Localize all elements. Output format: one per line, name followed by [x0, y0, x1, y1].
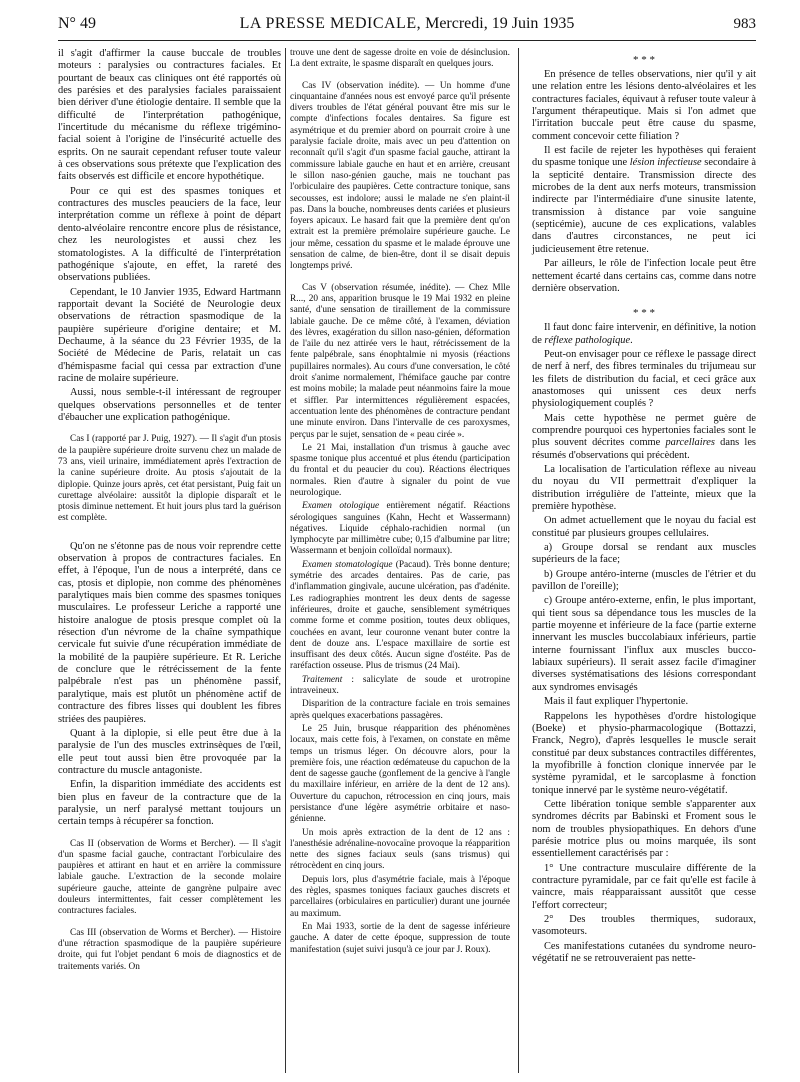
column-right: [532, 48, 756, 967]
paragraph: il s'agit d'affirmer la cause buccale de troubles moteurs : paralysies ou contractures faciales. Et pourtant de beaux cas cliniques ont été rapportés où des parésies et des paralysies faciales paraissaient bien dériver d'une étiologie dentaire. Il semble que la difficulté de l'interprétation pathogénique, l'incertitude du mécanisme du réflexe trigémino-facial soient à l'origine de l'insécurité actuelle des esprits. On ne saurait cependant refuser toute valeur à ces observations sous prétexte que l'explication des faits observés est difficile et encore hypothétique.: [58, 48, 281, 183]
treatment-label: Traitement: [302, 674, 343, 685]
journal-title: [58, 15, 756, 33]
paragraph: Rappelons les hypothèses d'ordre histologique (Boeke) et physio-pharmacologique (Bottazzi, Franck, Negro), d'après lesquelles le muscle serait constitué par deux substances contractiles différentes, la myofibrille à fonction clonique innervée par le système pyramidal, et le sarcoplasme à fonction tonique innervé par le système neuro-végétatif.: [532, 710, 756, 796]
column-left: [58, 48, 281, 975]
paragraph: Disparition de la contracture faciale en trois semaines après quelques exacerbations passagères.: [290, 699, 510, 721]
paragraph: En Mai 1933, sortie de la dent de sagesse inférieure gauche. A dater de cette époque, suppression de toute manifestation (sujet suivi jusqu'à ce jour par J. Roux).: [290, 921, 510, 955]
publication-name: LA PRESSE MEDICALE,: [239, 15, 422, 32]
page-header: [58, 14, 756, 41]
paragraph: Mais cette hypothèse ne permet guère de comprendre pourquoi ces hypertonies faciales sont le plus souvent décrites comme parcellaires dans les résumés d'observations qui précèdent.: [532, 412, 756, 461]
issue-number: N° 49: [58, 15, 96, 32]
paragraph: Il est facile de rejeter les hypothèses qui feraient du spasme tonique une lésion infectieuse secondaire à la septicité dentaire. Transmission directe des microbes de la dent aux nerfs moteurs, transmission indirecte par l'intermédiaire d'une sinusite latente, transmission à distance par voie sanguine (septicémie), aucune de ces explications, valables dans d'autres circonstances, ne peut ici judicieusement être retenue.: [532, 145, 756, 255]
section-separator: * * *: [633, 307, 655, 320]
exam-label: Examen stomatologique: [302, 559, 393, 570]
list-item: 2° Des troubles thermiques, sudoraux, vasomoteurs.: [532, 914, 756, 938]
paragraph: En présence de telles observations, nier qu'il y ait une relation entre les lésions dento-alvéolaires et les contractures faciales, équivaut à refuser toute valeur à l'argument thérapeutique. Mais si l'on admet que l'irritation buccale peut être cause du spasme, comment concevoir cette filiation ?: [532, 69, 756, 142]
paragraph: Aussi, nous semble-t-il intéressant de regrouper quelques observations personnelles et de tenter d'ébaucher une explication pathogénique.: [58, 387, 281, 423]
list-item: b) Groupe antéro-interne (muscles de l'étrier et du pavillon de l'oreille);: [532, 568, 756, 593]
paragraph: Mais il faut expliquer l'hypertonie.: [544, 696, 689, 708]
section-separator: * * *: [633, 54, 655, 66]
case-report-4: Cas IV (observation inédite). — Un homme d'une cinquantaine d'années nous est envoyé parce qu'il présente divers troubles de l'état général pouvant être mis sur le compte d'infections focales dentaires. Sa figure est asymétrique et du premier abord on pourrait croire à une paralysie faciale droite, mais avec un peu d'attention on reconnaît qu'il s'agit d'un spasme facial gauche, attirant la commissure labiale gauche en haut et en arrière, creusant le sillon naso-génien gauche, mais ne touchant pas l'orbiculaire des paupières. Cette contracture tonique, sans secousses, est indolore; aussi le malade ne s'en plaint-il pas. Dans la bouche, nombreuses dents cariées et plusieurs foyers apicaux. Le hasard fait que la première dent qu'on extrait est la première prémolaire supérieure gauche. Le jour même, cessation du spasme et le malade éprouve une sensation de calme, de bien-être, dont il se disait depuis longtemps privé.: [290, 80, 510, 272]
paragraph: Traitement : salicylate de soude et urotropine intraveineux.: [290, 674, 510, 697]
issue-date: Mercredi, 19 Juin 1935: [421, 15, 575, 32]
list-item: a) Groupe dorsal se rendant aux muscles supérieurs de la face;: [532, 542, 756, 566]
column-rule: [518, 48, 519, 1073]
paragraph: Cependant, le 10 Janvier 1935, Edward Hartmann rapportait devant la Société de Neurologie deux observations de rétraction spasmodique de la paupière supérieure d'origine dentaire; et M. Dechaume, à la séance du 23 Février 1935, de la Société de Médecine de Paris, relatait un cas d'hémispasme facial qui cessa par extraction d'une racine de molaire supérieure.: [58, 286, 281, 384]
paragraph: Par ailleurs, le rôle de l'infection locale peut être nettement écarté dans certains cas, comme dans notre dernière observation.: [532, 258, 756, 294]
page-number: 983: [733, 16, 756, 32]
paragraph: Le 21 Mai, installation d'un trismus à gauche avec spasme tonique plus accentué et plus étendu (participation du frontal et du peaucier du cou). Réactions électriques normales. Rien d'autre à signaler du point de vue neurologique.: [290, 442, 510, 498]
case-report-2: Cas II (observation de Worms et Bercher). — Il s'agit d'un spasme facial gauche, contractant l'orbiculaire des paupières et attirant en haut et en arrière la commissure labiale gauche. L'extraction de la seconde molaire supérieure gauche, atteinte de gangrène pulpaire avec douleurs intermittentes, fait cesser complètement les contractures faciales.: [58, 838, 281, 917]
paragraph: Pour ce qui est des spasmes toniques et contractures des muscles peauciers de la face, leur interprétation comme un réflexe à point de départ dento-alvéolaire rencontre encore plus de résistance, chez les neurologistes et aussi chez les stomatologistes. A la difficulté de l'interprétation pathogénique s'ajoute, en effet, la rareté des observations publiées.: [58, 185, 281, 284]
case-report-5: Cas V (observation résumée, inédite). — Chez Mlle R..., 20 ans, apparition brusque le 19 Mai 1932 en pleine santé, d'une sensation de tiraillement de la commissure labiale gauche. De ce même côté, à l'examen, déviation des lèvres, exagération du sillon naso-génien, déformation de l'aile du nez attirée vers le haut, rétrécissement de la fente palpébrale, sans énophtalmie ni myosis (réactions pupillaires normales). Au cours d'une conversation, le côté droit s'anime normalement, l'hémiface gauche par contre est moins mobile; la malade peut néanmoins faire la moue et siffler. Par intermittences régulièrement espacées, accentuation lente des phénomènes de contracture pendant une minute environ. Dans l'intervalle de ces paroxysmes, perçus par le sujet, sensation de « peau cirée ».: [290, 282, 510, 440]
column-middle: [290, 48, 510, 958]
exam-label: Examen otologique: [302, 501, 380, 512]
list-item: 1° Une contracture musculaire différente de la contracture pyramidale, par ce fait qu'elle est facile à vaincre, mais réapparaissant aussitôt que cesse l'effort correcteur;: [532, 862, 756, 911]
paragraph: Cette libération tonique semble s'apparenter aux syndromes décrits par Babinski et Froment sous le nom de troubles physiopathiques. En dehors d'une parésie motrice plus ou moins marquée, ils sont essentiellement caractérisés par :: [532, 798, 756, 860]
paragraph: Examen stomatologique (Pacaud). Très bonne denture; symétrie des arcades dentaires. Pas de carie, pas d'inflammation gingivale, aucune ulcération, pas d'adénite. Les radiographies montrent les deux dents de sagesse inférieures, droite et gauche, sensiblement symétriques comme forme et comme position, toutes deux obliques, couchées en avant, leur couronne venant buter contre la dent de douze ans. L'espace maxillaire de sortie est insuffisant des deux côtés. Aucun signe d'ostéite. Pas de raréfaction osseuse. Plus de trismus (24 Mai).: [290, 559, 510, 672]
case-report-1: Cas I (rapporté par J. Puig, 1927). — Il s'agit d'un ptosis de la paupière supérieure droite survenu chez un malade de 73 ans, vieil urinaire, immédiatement après l'extraction de la canine supérieure droite. Au ptosis s'ajoutait de la diplopie. Quinze jours après, cet état persistant, Puig fait un curettage alvéolaire: aussitôt la diplopie disparaît et le ptosis diminue nettement. Et huit jours plus tard la guérison est complète.: [58, 434, 281, 524]
paragraph: Enfin, la disparition immédiate des accidents est bien plus en faveur de la contracture que de la paralysie, un nerf paralysé mettant toujours un certain temps à récupérer sa fonction.: [58, 779, 281, 828]
paragraph: On admet actuellement que le noyau du facial est constitué par plusieurs groupes cellulaires.: [532, 515, 756, 539]
paragraph: Qu'on ne s'étonne pas de nous voir reprendre cette observation à propos de contractures faciales. En effet, à l'époque, l'un de nous a interprété, dans ce cas, ptosis et diplopie, non comme des phénomènes paralytiques mais bien comme des spasmes toniques musculaires. Le professeur Leriche a rapporté une histoire analogue de ptosis presque complet où la résection d'un névrome de la chaîne sympathique cervicale fut suivie d'une récupération immédiate de la mobilité de la paupière supérieure. Et R. Leriche de conclure que le rétrécissement de la fente palpébrale n'est pas un phénomène passif, paralytique, mais est plutôt un phénomène actif de contracture des fibres lisses qui doublent les fibres striées des paupières.: [58, 540, 281, 725]
paragraph: Le 25 Juin, brusque réapparition des phénomènes locaux, mais cette fois, à l'examen, on constate en même temps un trismus léger. On découvre alors, pour la première fois, une réaction œdémateuse du capuchon de la dent de sagesse gauche (gonflement de la gencive à l'angle du maxillaire inférieur, en arrière de la dent de 12 ans). Ouverture du capuchon, rétrocession en cinq jours, mais persistance d'une légère asymétrie orbitaire et naso-génienne.: [290, 723, 510, 825]
column-rule: [285, 48, 286, 1073]
paragraph: Depuis lors, plus d'asymétrie faciale, mais à l'époque des règles, spasmes toniques faciaux gauches discrets et parcellaires (orbiculaires en particulier) durant une journée au maximum.: [290, 874, 510, 919]
paragraph: Quant à la diplopie, si elle peut être due à la paralysie de l'un des muscles extrinsèques de l'œil, elle peut tout aussi bien être provoquée par la contracture du muscle antagoniste.: [58, 727, 281, 776]
case-report-3: Cas III (observation de Worms et Bercher). — Histoire d'une rétraction spasmodique de la paupière supérieure droite, qui fut l'objet pendant 6 mois de diagnostics et de traitements variés. On: [58, 927, 281, 972]
case-report-3-continued: trouve une dent de sagesse droite en voie de désinclusion. La dent extraite, le spasme disparaît en quelques jours.: [290, 48, 510, 70]
paragraph: Examen otologique entièrement négatif. Réactions sérologiques sanguines (Kahn, Hecht et Wassermann) négatives. Liquide céphalo-rachidien normal (un lymphocyte par millimètre cube; 0,15 d'albumine par litre; Wassermann et benjoin colloïdal normaux).: [290, 501, 510, 557]
paragraph: La localisation de l'articulation réflexe au niveau du noyau du VII permettrait d'expliquer la distribution irrégulière de l'atteinte, mieux que la première hypothèse.: [532, 463, 756, 512]
paragraph: Peut-on envisager pour ce réflexe le passage direct de nerf à nerf, des fibres terminales du trijumeau sur les filets de distribution du facial, et ceci grâce aux anastomoses qui unissent ces deux nerfs physiologiquement couplés ?: [532, 348, 756, 410]
list-item: c) Groupe antéro-externe, enfin, le plus important, qui tient sous sa dépendance tous les muscles de la partie moyenne et inférieure de la face (partie externe innervant les muscles buccolabiaux inférieurs, partie interne fournissant l'influx aux muscles bucco-labiaux supérieurs). Il serait assez facile d'imaginer diverses systématisations des lésions correspondant aux syndromes envisagés: [532, 595, 756, 693]
paragraph: Un mois après extraction de la dent de 12 ans : l'anesthésie adrénaline-novocaïne provoque la réapparition nette des signes faciaux seuls (sans trismus) qui rétrocèdent en cinq jours.: [290, 827, 510, 872]
paragraph: Ces manifestations cutanées du syndrome neuro-végétatif ne se retrouveraient pas nette-: [532, 940, 756, 965]
paragraph: Il faut donc faire intervenir, en définitive, la notion de réflexe pathologique.: [532, 322, 756, 346]
